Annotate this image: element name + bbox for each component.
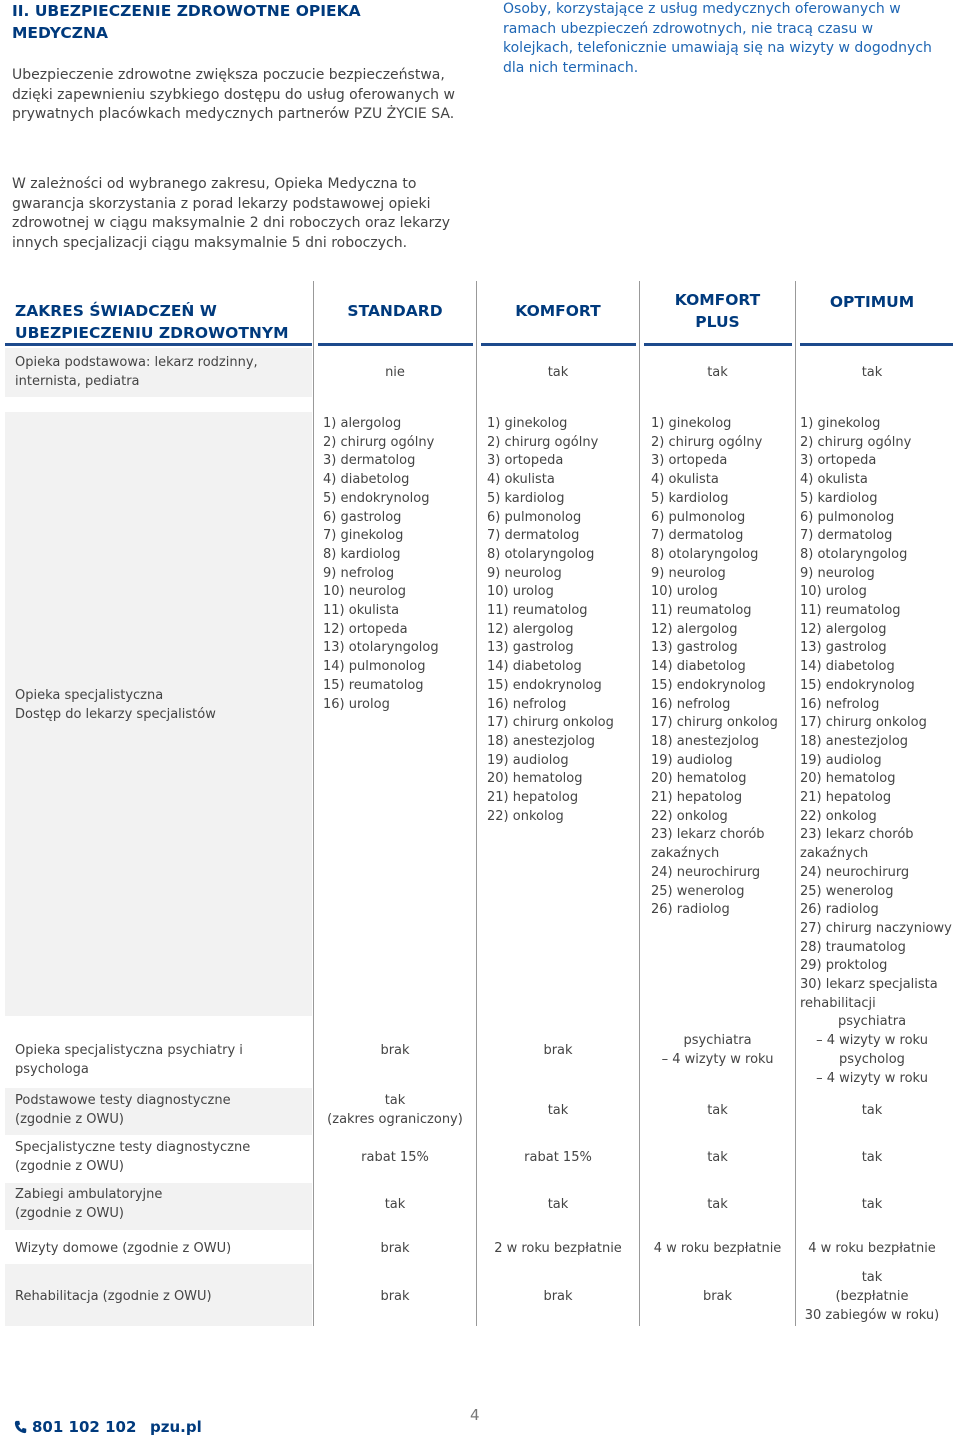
specialist-list-item: 7) dermatolog <box>487 528 580 544</box>
specialist-list-item: 14) pulmonolog <box>323 659 426 675</box>
specialist-list-item: 10) urolog <box>651 584 718 600</box>
cell-procedures-standard: tak <box>384 1197 406 1212</box>
cell-psych-standard: brak <box>380 1043 410 1058</box>
specialist-list-item: 29) proktolog <box>800 958 888 974</box>
specialist-list-item: 8) otolaryngolog <box>651 546 759 562</box>
row-label-specialist-tests: Specjalistyczne testy diagnostyczne (zgodnie z OWU) <box>15 1140 251 1174</box>
specialist-list-item: 15) reumatolog <box>323 677 424 693</box>
specialist-list-item: 6) pulmonolog <box>651 509 746 525</box>
specialist-list-item: 19) audiolog <box>487 752 569 768</box>
specialist-list-item: 4) diabetolog <box>323 472 410 488</box>
cell-spec-tests-komfort-plus: tak <box>707 1150 728 1165</box>
specialist-list-item: 3) dermatolog <box>323 453 416 469</box>
specialist-list-item: 28) traumatolog <box>800 939 906 955</box>
specialist-list-item: 18) anestezjolog <box>800 733 909 749</box>
specialist-list-item: 1) alergolog <box>323 416 402 431</box>
specialist-list-item: 8) kardiolog <box>323 546 401 562</box>
cell-rehab-komfort-plus: brak <box>702 1289 733 1304</box>
cell-procedures-komfort: tak <box>547 1197 569 1212</box>
row-label-home-visits: Wizyty domowe (zgodnie z OWU) <box>15 1241 232 1256</box>
cell-basic-tests-komfort: tak <box>547 1103 569 1118</box>
row-label-specialist-care: Opieka specjalistyczna Dostęp do lekarzy specjalistów <box>15 688 216 722</box>
specialist-list-item: 24) neurochirurg <box>651 864 761 880</box>
specialist-list-item: 18) anestezjolog <box>487 733 596 749</box>
highlight-quote: Osoby, korzystające z usług medycznych oferowanych w ramach ubezpieczeń zdrowotnych, nie tracą czasu w kolejkach, telefonicznie umawiają się na wizyty w dogodnych dla nich terminach. <box>503 1 932 76</box>
specialist-list-item: 4) okulista <box>651 472 719 488</box>
specialist-list-item: 6) gastrolog <box>323 509 402 525</box>
page-number: 4 <box>470 1406 480 1424</box>
specialist-list-item: 2) chirurg ogólny <box>487 434 599 450</box>
specialist-list-item: 7) dermatolog <box>651 528 744 544</box>
cell-rehab-standard: brak <box>380 1289 410 1304</box>
specialist-list-optimum <box>800 415 952 1014</box>
cell-basic-tests-komfort-plus: tak <box>707 1103 728 1118</box>
intro-paragraph: Ubezpieczenie zdrowotne zwiększa poczucie bezpieczeństwa, dzięki zapewnieniu szybkiego dostępu do usług oferowanych w prywatnych placówkach medycznych partnerów PZU ŻYCIE SA. <box>12 67 455 122</box>
specialist-list-item: 26) radiolog <box>800 902 879 918</box>
cell-psych-optimum: psychiatra – 4 wizyty w roku psycholog – 4 wizyty w roku <box>816 1014 928 1086</box>
specialist-list-item: 15) endokrynolog <box>651 677 766 693</box>
specialist-list-item: 5) endokrynolog <box>323 490 430 506</box>
header-underline <box>318 343 473 346</box>
specialist-list-item: 5) kardiolog <box>487 490 565 506</box>
cell-spec-tests-optimum: tak <box>861 1150 883 1165</box>
cell-psych-komfort-plus: psychiatra – 4 wizyty w roku <box>661 1033 774 1067</box>
footer-phone[interactable] <box>14 1418 136 1436</box>
specialist-list-item: 22) onkolog <box>800 808 877 824</box>
specialist-list-item: 15) endokrynolog <box>487 677 602 693</box>
specialist-list-item: 7) dermatolog <box>800 528 893 544</box>
specialist-list-item: 20) hematolog <box>487 771 583 787</box>
row-label-rehabilitation: Rehabilitacja (zgodnie z OWU) <box>15 1289 212 1304</box>
header-komfort-plus: KOMFORT PLUS <box>674 291 761 331</box>
footer-phone-number: 801 102 102 <box>32 1418 137 1436</box>
specialist-list-item: 16) urolog <box>323 696 390 712</box>
specialist-list-item: zakaźnych <box>800 846 869 862</box>
specialist-list-item: 14) diabetolog <box>651 659 746 675</box>
cell-procedures-komfort-plus: tak <box>707 1197 728 1212</box>
section-title: II. UBEZPIECZENIE ZDROWOTNE OPIEKA MEDYCZNA <box>12 2 361 42</box>
specialist-list-item: 9) neurolog <box>487 565 562 581</box>
cell-rehab-optimum: tak (bezpłatnie 30 zabiegów w roku) <box>804 1270 940 1323</box>
column-divider <box>476 281 477 1326</box>
header-underline <box>644 343 792 346</box>
specialist-list-item: 20) hematolog <box>800 771 896 787</box>
specialist-list-item: 11) reumatolog <box>800 603 901 619</box>
header-optimum: OPTIMUM <box>829 293 915 311</box>
specialist-list-item: 1) ginekolog <box>487 416 568 431</box>
specialist-list-item: 25) wenerolog <box>800 883 894 899</box>
scope-paragraph: W zależności od wybranego zakresu, Opieka Medyczna to gwarancja skorzystania z porad lekarzy podstawowej opieki zdrowotnej w ciągu maksymalnie 2 dni roboczych oraz lekarzy innych specjalizacji ciągu maksymalnie 5 dni roboczych. <box>12 176 450 251</box>
specialist-list-item: 17) chirurg onkolog <box>651 715 778 731</box>
specialist-list-item: 21) hepatolog <box>800 790 892 806</box>
specialist-list-item: 1) ginekolog <box>800 416 881 431</box>
specialist-list-item: 13) gastrolog <box>651 640 738 656</box>
specialist-list-item: 12) alergolog <box>800 621 887 637</box>
specialist-list-item: 9) nefrolog <box>323 565 395 581</box>
specialist-list-item: 14) diabetolog <box>487 659 582 675</box>
cell-home-standard: brak <box>380 1241 410 1256</box>
specialist-list-item: 2) chirurg ogólny <box>651 434 763 450</box>
row-label-basic-tests: Podstawowe testy diagnostyczne (zgodnie z OWU) <box>15 1093 231 1127</box>
specialist-list-item: 16) nefrolog <box>800 696 880 712</box>
specialist-list-komfort <box>487 415 614 826</box>
row-label-procedures: Zabiegi ambulatoryjne (zgodnie z OWU) <box>15 1187 163 1221</box>
specialist-list-item: 17) chirurg onkolog <box>800 715 927 731</box>
cell-basic-komfort-plus: tak <box>707 365 728 380</box>
column-divider <box>639 281 640 1326</box>
specialist-list-item: 12) alergolog <box>487 621 574 637</box>
specialist-list-item: 30) lekarz specjalista <box>800 977 938 993</box>
specialist-list-item: 4) okulista <box>487 472 555 488</box>
specialist-list-item: 10) urolog <box>800 584 867 600</box>
specialist-list-item: 14) diabetolog <box>800 659 895 675</box>
specialist-list-item: 9) neurolog <box>651 565 726 581</box>
cell-spec-tests-standard: rabat 15% <box>361 1150 429 1165</box>
specialist-list-standard <box>323 415 439 714</box>
specialist-list-item: 22) onkolog <box>487 808 564 824</box>
specialist-list-item: 26) radiolog <box>651 902 730 918</box>
specialist-list-item: 16) nefrolog <box>487 696 567 712</box>
specialist-list-item: 5) kardiolog <box>800 490 878 506</box>
specialist-list-item: 25) wenerolog <box>651 883 745 899</box>
specialist-list-item: zakaźnych <box>651 846 720 862</box>
cell-basic-tests-standard: tak (zakres ograniczony) <box>327 1093 463 1127</box>
cell-basic-tests-optimum: tak <box>861 1103 883 1118</box>
cell-home-optimum: 4 w roku bezpłatnie <box>808 1241 936 1256</box>
specialist-list-item: 13) gastrolog <box>487 640 574 656</box>
cell-home-komfort-plus: 4 w roku bezpłatnie <box>653 1241 782 1256</box>
specialist-list-item: 9) neurolog <box>800 565 875 581</box>
cell-basic-optimum: tak <box>861 365 883 380</box>
specialist-list-item: 8) otolaryngolog <box>487 546 595 562</box>
specialist-list-item: 18) anestezjolog <box>651 733 760 749</box>
specialist-list-item: 5) kardiolog <box>651 490 729 506</box>
header-komfort: KOMFORT <box>515 302 601 320</box>
specialist-list-item: 3) ortopeda <box>800 453 877 469</box>
column-divider <box>795 281 796 1326</box>
specialist-list-item: 2) chirurg ogólny <box>323 434 435 450</box>
specialist-list-item: 11) reumatolog <box>651 603 752 619</box>
specialist-list-item: 17) chirurg onkolog <box>487 715 614 731</box>
cell-home-komfort: 2 w roku bezpłatnie <box>494 1241 622 1256</box>
specialist-list-item: 11) reumatolog <box>487 603 588 619</box>
specialist-list-item: 19) audiolog <box>651 752 733 768</box>
specialist-list-item: 6) pulmonolog <box>487 509 582 525</box>
specialist-list-item: 11) okulista <box>323 603 400 619</box>
specialist-list-item: 7) ginekolog <box>323 528 404 544</box>
cell-procedures-optimum: tak <box>861 1197 883 1212</box>
header-standard: STANDARD <box>347 302 443 320</box>
specialist-list-item: 3) ortopeda <box>651 453 728 469</box>
specialist-list-item: 21) hepatolog <box>487 790 579 806</box>
specialist-list-item: 19) audiolog <box>800 752 882 768</box>
specialist-list-item: 13) otolaryngolog <box>323 640 439 656</box>
specialist-list-item: 10) urolog <box>487 584 554 600</box>
footer-website-link[interactable]: pzu.pl <box>150 1418 202 1436</box>
specialist-list-item: 22) onkolog <box>651 808 728 824</box>
header-underline <box>800 343 953 346</box>
specialist-list-item: 15) endokrynolog <box>800 677 915 693</box>
cell-psych-komfort: brak <box>543 1043 573 1058</box>
specialist-list-item: 12) ortopeda <box>323 621 408 637</box>
specialist-list-item: 23) lekarz chorób <box>651 827 765 843</box>
cell-basic-komfort: tak <box>547 365 569 380</box>
row-label-basic-care: Opieka podstawowa: lekarz rodzinny, internista, pediatra <box>15 355 258 389</box>
specialist-list-item: 10) neurolog <box>323 584 407 600</box>
specialist-list-item: 23) lekarz chorób <box>800 827 914 843</box>
specialist-list-item: 6) pulmonolog <box>800 509 895 525</box>
specialist-list-item: rehabilitacji <box>800 995 876 1011</box>
specialist-list-item: 1) ginekolog <box>651 416 732 431</box>
cell-spec-tests-komfort: rabat 15% <box>524 1150 592 1165</box>
specialist-list-item: 16) nefrolog <box>651 696 731 712</box>
specialist-list-item: 13) gastrolog <box>800 640 887 656</box>
specialist-list-komfort-plus <box>651 415 778 920</box>
specialist-list-item: 24) neurochirurg <box>800 864 910 880</box>
row-label-psychiatry: Opieka specjalistyczna psychiatry i psychologa <box>15 1043 243 1077</box>
specialist-list-item: 20) hematolog <box>651 771 747 787</box>
cell-rehab-komfort: brak <box>543 1289 573 1304</box>
specialist-list-item: 8) otolaryngolog <box>800 546 908 562</box>
specialist-list-item: 27) chirurg naczyniowy <box>800 920 952 936</box>
header-underline <box>481 343 636 346</box>
phone-icon <box>14 1420 28 1434</box>
specialist-list-item: 4) okulista <box>800 472 868 488</box>
cell-basic-standard: nie <box>385 365 405 380</box>
specialist-list-item: 3) ortopeda <box>487 453 564 469</box>
specialist-list-item: 21) hepatolog <box>651 790 743 806</box>
specialist-list-item: 12) alergolog <box>651 621 738 637</box>
specialist-list-item: 2) chirurg ogólny <box>800 434 912 450</box>
header-scope: ZAKRES ŚWIADCZEŃ W UBEZPIECZENIU ZDROWOTNYM <box>15 302 289 342</box>
